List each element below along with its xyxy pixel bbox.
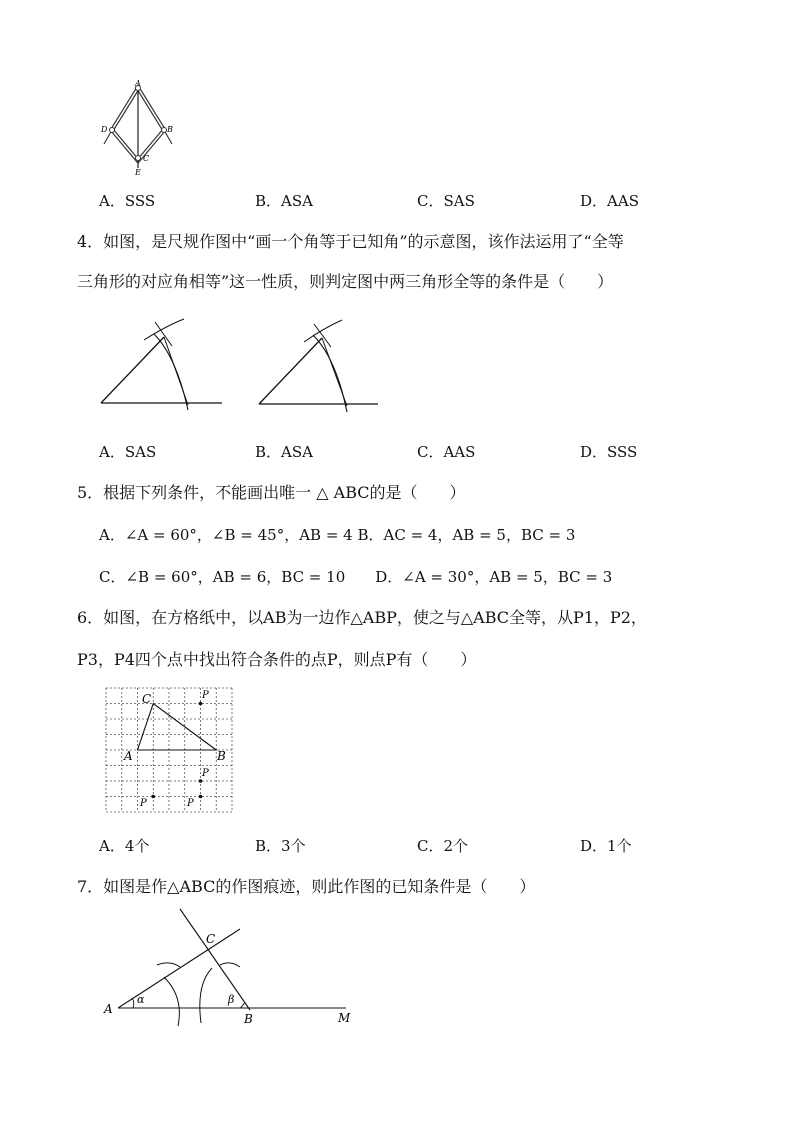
q6-option-c[interactable]: C．2个 (417, 837, 469, 855)
q3-label-b: B (167, 125, 173, 134)
q6-text-line1: 6．如图，在方格纸中，以AB为一边作△ABP，使之与△ABC全等，从P1，P2， (77, 608, 647, 627)
q3-label-c: C (143, 154, 150, 163)
q3-label-a: A (135, 79, 141, 88)
q6-label-p2: P (202, 690, 209, 701)
q3-figure (98, 78, 188, 178)
q3-option-d[interactable]: D．AAS (580, 192, 639, 210)
q5-options-row1[interactable]: A．∠A = 60°，∠B = 45°，AB = 4 B．AC = 4，AB = 5，BC = 3 (99, 526, 576, 544)
q3-option-b[interactable]: B．ASA (255, 192, 313, 210)
q4-text-line2: 三角形的对应角相等”这一性质，则判定图中两三角形全等的条件是（ ） (77, 272, 614, 291)
q6-label-c: C (142, 692, 152, 706)
q6-grid-figure (104, 686, 234, 814)
q6-option-b[interactable]: B．3个 (255, 837, 306, 855)
q4-figure-right (256, 316, 384, 412)
q4-option-d[interactable]: D．SSS (580, 443, 638, 461)
q3-label-d: D (101, 125, 108, 134)
q6-label-p3: P (202, 768, 209, 779)
q7-label-alpha: α (137, 993, 145, 1006)
q6-option-d[interactable]: D．1个 (580, 837, 632, 855)
q6-label-p4: P (187, 798, 194, 809)
q7-construction-figure (100, 905, 362, 1030)
q4-option-b[interactable]: B．ASA (255, 443, 313, 461)
q7-label-c: C (206, 932, 216, 946)
q6-label-b: B (217, 749, 226, 763)
q3-label-e: E (135, 168, 141, 177)
q7-label-a: A (104, 1002, 113, 1016)
q7-label-beta: β (228, 993, 235, 1006)
q3-option-a[interactable]: A．SSS (99, 192, 156, 210)
q4-option-c[interactable]: C．AAS (417, 443, 476, 461)
q6-text-line2: P3，P4四个点中找出符合条件的点P，则点P有（ ） (77, 650, 477, 669)
q7-label-m: M (338, 1011, 351, 1025)
q6-label-p1: P (140, 798, 147, 809)
q3-option-c[interactable]: C．SAS (417, 192, 475, 210)
q5-options-row2[interactable]: C．∠B = 60°，AB = 6，BC = 10 D．∠A = 30°，AB = 5，BC = 3 (99, 568, 613, 586)
q7-text-line1: 7．如图是作△ABC的作图痕迹，则此作图的已知条件是（ ） (77, 877, 536, 896)
q4-option-a[interactable]: A．SAS (99, 443, 157, 461)
q6-label-a: A (124, 749, 133, 763)
q4-figure-left (98, 316, 226, 412)
q5-text-line1: 5．根据下列条件，不能画出唯一 △ ABC的是（ ） (77, 483, 466, 502)
q7-label-b: B (244, 1012, 253, 1026)
q4-text-line1: 4．如图，是尺规作图中“画一个角等于已知角”的示意图，该作法运用了“全等 (77, 232, 624, 251)
q6-option-a[interactable]: A．4个 (99, 837, 150, 855)
